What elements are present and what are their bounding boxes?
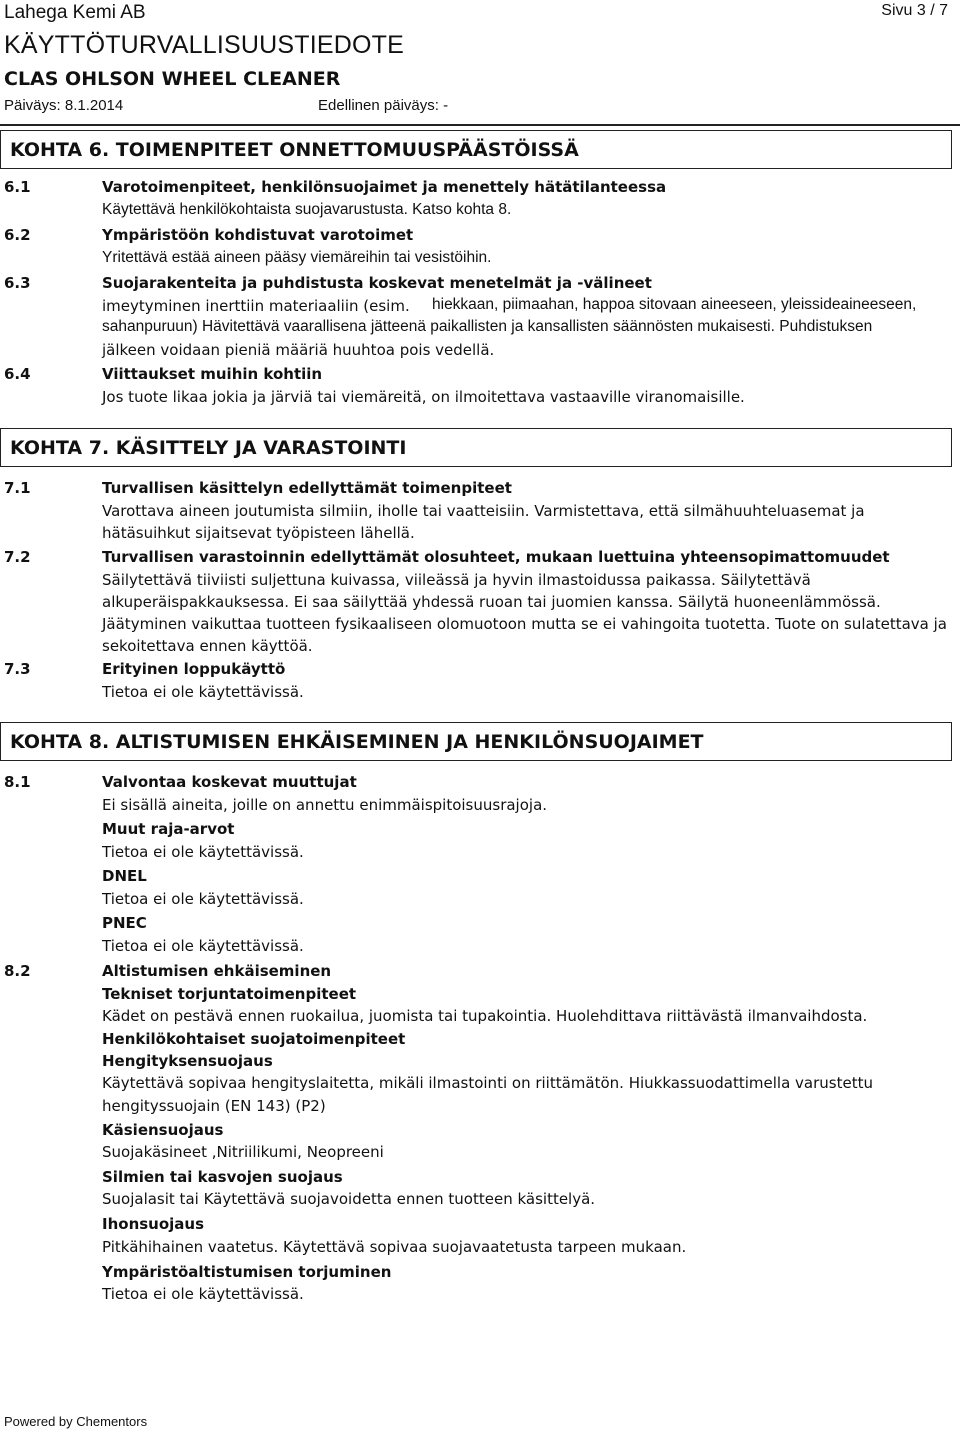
subsection-8-2-title: Altistumisen ehkäiseminen — [102, 962, 332, 980]
other-limits-heading: Muut raja-arvot — [102, 820, 235, 838]
subsection-6-3-title: Suojarakenteita ja puhdistusta koskevat menetelmät ja -välineet — [102, 274, 652, 292]
technical-measures-heading: Tekniset torjuntatoimenpiteet — [102, 985, 357, 1003]
subsection-7-2-text-line4: sekoitettava ennen käyttöä. — [102, 637, 313, 655]
footer-credit: Powered by Chementors — [4, 1414, 148, 1429]
subsection-7-2-text-line3: Jäätyminen vaikuttaa tuotteen fysikaaliseen olomuotoon mutta se ei vahingoita tuotetta. Tuote on sulatettava ja — [102, 615, 947, 633]
pnec-heading: PNEC — [102, 914, 147, 932]
company-name: Lahega Kemi AB — [4, 2, 146, 23]
dnel-heading: DNEL — [102, 867, 147, 885]
subsection-7-1-text-line1: Varottava aineen joutumista silmiin, iholle tai vaatteisiin. Varmistettava, että silmähuuhteluasemat ja — [102, 502, 865, 520]
environmental-exposure-heading: Ympäristöaltistumisen torjuminen — [102, 1263, 392, 1281]
respiratory-protection-heading: Hengityksensuojaus — [102, 1052, 273, 1070]
subsection-6-3-text-part2: hiekkaan, piimaahan, happoa sitovaan aineeseen, yleissideaineeseen, — [432, 296, 917, 313]
technical-measures-text: Kädet on pestävä ennen ruokailua, juomista tai tupakointia. Huolehdittava riittävästä ilmanvaihdosta. — [102, 1007, 868, 1025]
skin-protection-text: Pitkähihainen vaatetus. Käytettävä sopivaa suojavaatetusta tarpeen mukaan. — [102, 1238, 687, 1256]
subsection-6-2-title: Ympäristöön kohdistuvat varotoimet — [102, 226, 414, 244]
subsection-8-1-title: Valvontaa koskevat muuttujat — [102, 773, 357, 791]
subsection-7-3-text: Tietoa ei ole käytettävissä. — [102, 683, 304, 701]
subsection-7-2-text-line1: Säilytettävä tiiviisti suljettuna kuivassa, viileässä ja hyvin ilmastoidussa paikassa. Säilytettävä — [102, 571, 811, 589]
subsection-6-2-text: Yritettävä estää aineen pääsy viemäreihin tai vesistöihin. — [102, 249, 492, 266]
subsection-7-2-title: Turvallisen varastoinnin edellyttämät olosuhteet, mukaan luettuina yhteensopimattomuudet — [102, 548, 890, 566]
skin-protection-heading: Ihonsuojaus — [102, 1215, 205, 1233]
page-number: Sivu 3 / 7 — [881, 2, 948, 19]
subsection-6-1-text: Käytettävä henkilökohtaista suojavarustusta. Katso kohta 8. — [102, 201, 512, 218]
respiratory-protection-text-line2: hengityssuojain (EN 143) (P2) — [102, 1097, 326, 1115]
subsection-7-1-number: 7.1 — [4, 479, 31, 497]
section-6-title: KOHTA 6. TOIMENPITEET ONNETTOMUUSPÄÄSTÖISSÄ — [10, 139, 579, 161]
subsection-6-2-number: 6.2 — [4, 226, 31, 244]
dnel-text: Tietoa ei ole käytettävissä. — [102, 890, 304, 908]
hand-protection-text: Suojakäsineet ,Nitriilikumi, Neopreeni — [102, 1143, 384, 1161]
subsection-7-3-title: Erityinen loppukäyttö — [102, 660, 286, 678]
section-7-title: KOHTA 7. KÄSITTELY JA VARASTOINTI — [10, 437, 407, 459]
document-title: KÄYTTÖTURVALLISUUSTIEDOTE — [4, 31, 404, 59]
subsection-6-1-number: 6.1 — [4, 178, 31, 196]
previous-date: Edellinen päiväys: - — [318, 97, 449, 114]
header-divider — [0, 124, 960, 126]
subsection-7-2-number: 7.2 — [4, 548, 31, 566]
subsection-8-1-number: 8.1 — [4, 773, 31, 791]
subsection-6-4-text: Jos tuote likaa jokia ja järviä tai viemäreitä, on ilmoitettava vastaaville viranomaisille. — [102, 388, 745, 406]
subsection-7-1-text-line2: hätäsuihkut sijaitsevat työpisteen lähellä. — [102, 524, 415, 542]
subsection-7-2-text-line2: alkuperäispakkauksessa. Ei saa säilyttää yhdessä ruoan tai juomien kanssa. Säilytä huoneenlämmössä. — [102, 593, 881, 611]
section-8-title: KOHTA 8. ALTISTUMISEN EHKÄISEMINEN JA HENKILÖNSUOJAIMET — [10, 731, 704, 753]
hand-protection-heading: Käsiensuojaus — [102, 1121, 224, 1139]
environmental-exposure-text: Tietoa ei ole käytettävissä. — [102, 1285, 304, 1303]
personal-protection-heading: Henkilökohtaiset suojatoimenpiteet — [102, 1030, 406, 1048]
subsection-6-3-text-line2: sahanpuruun) Hävitettävä vaarallisena jätteenä paikallisten ja kansallisten säännösten mukaisesti. Puhdistuksen — [102, 318, 873, 335]
other-limits-text: Tietoa ei ole käytettävissä. — [102, 843, 304, 861]
subsection-8-1-text: Ei sisällä aineita, joille on annettu enimmäispitoisuusrajoja. — [102, 796, 548, 814]
subsection-6-1-title: Varotoimenpiteet, henkilönsuojaimet ja menettely hätätilanteessa — [102, 178, 667, 196]
subsection-6-3-number: 6.3 — [4, 274, 31, 292]
subsection-6-3-text-line3: jälkeen voidaan pieniä määriä huuhtoa pois vedellä. — [102, 341, 495, 359]
subsection-7-1-title: Turvallisen käsittelyn edellyttämät toimenpiteet — [102, 479, 512, 497]
subsection-6-4-title: Viittaukset muihin kohtiin — [102, 365, 323, 383]
subsection-6-3-text-part1: imeytyminen inerttiin materiaaliin (esim. — [102, 297, 410, 315]
subsection-6-4-number: 6.4 — [4, 365, 31, 383]
pnec-text: Tietoa ei ole käytettävissä. — [102, 937, 304, 955]
subsection-7-3-number: 7.3 — [4, 660, 31, 678]
respiratory-protection-text-line1: Käytettävä sopivaa hengityslaitetta, mikäli ilmastointi on riittämätön. Hiukkassuodattimella varustettu — [102, 1074, 873, 1092]
eye-protection-text: Suojalasit tai Käytettävä suojavoidetta ennen tuotteen käsittelyä. — [102, 1190, 596, 1208]
product-name: CLAS OHLSON WHEEL CLEANER — [4, 68, 341, 90]
issue-date: Päiväys: 8.1.2014 — [4, 97, 124, 114]
eye-protection-heading: Silmien tai kasvojen suojaus — [102, 1168, 343, 1186]
subsection-8-2-number: 8.2 — [4, 962, 31, 980]
